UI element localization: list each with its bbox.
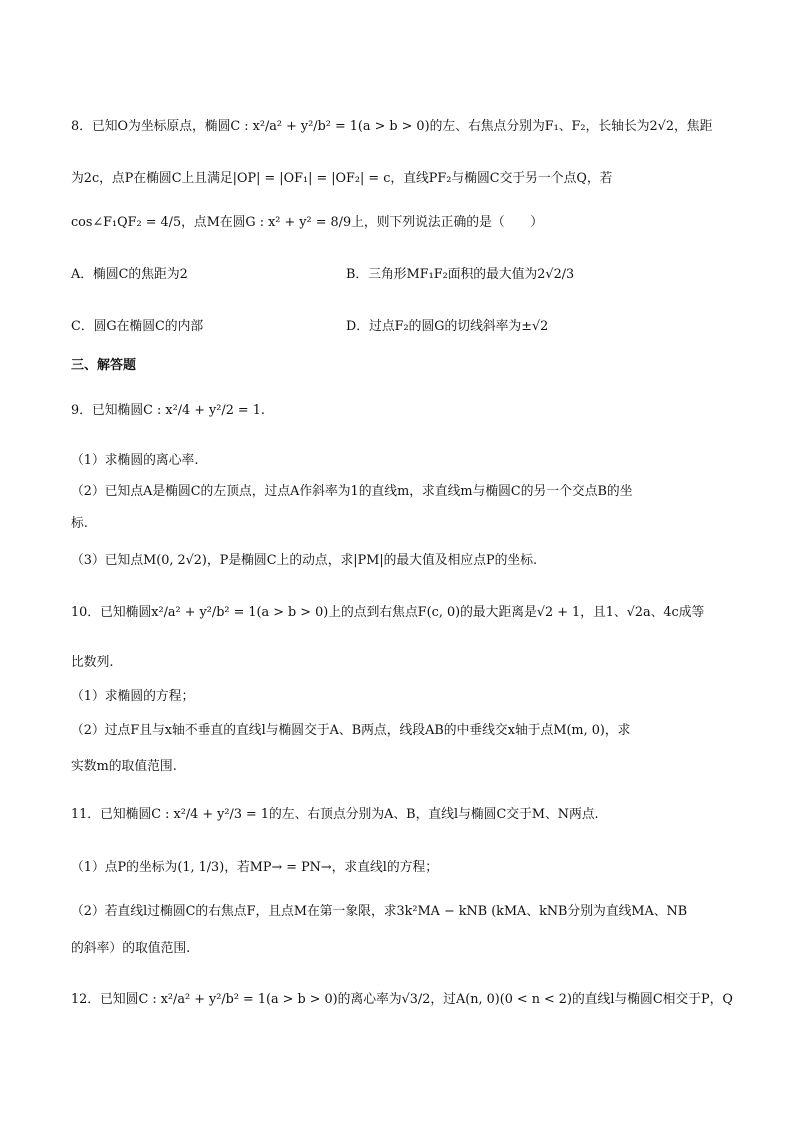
section-heading: 三、解答题 — [71, 358, 137, 373]
q11-part-1: （1）点P的坐标为(1, 1/3)，若MP→ = PN→，求直线l的方程； — [71, 860, 439, 875]
q12-line-1: 12．已知圆C : x²/a² + y²/b² = 1(a > b > 0)的离心率为√3/2，过A(n, 0)(0 < n < 2)的直线l与椭圆C相交于P，Q — [71, 992, 733, 1007]
q10-part-2b: 实数m的取值范围. — [71, 759, 177, 774]
q11-line-1: 11．已知椭圆C : x²/4 + y²/3 = 1的左、右顶点分别为A、B，直线l与椭圆C交于M、N两点. — [71, 807, 599, 822]
q9-line-1: 9．已知椭圆C : x²/4 + y²/2 = 1. — [71, 403, 265, 418]
q10-line-2: 比数列. — [71, 655, 114, 670]
q8-line-2: 为2c，点P在椭圆C上且满足|OP| = |OF₁| = |OF₂| = c，直线PF₂与椭圆C交于另一个点Q，若 — [71, 171, 613, 186]
q8-line-1: 8．已知O为坐标原点，椭圆C : x²/a² + y²/b² = 1(a > b > 0)的左、右焦点分别为F₁、F₂，长轴长为2√2，焦距 — [71, 119, 713, 134]
q11-part-2b: 的斜率）的取值范围. — [71, 941, 191, 956]
q10-part-1: （1）求椭圆的方程； — [71, 689, 195, 704]
q8-line-3: cos∠F₁QF₂ = 4/5，点M在圆G : x² + y² = 8/9上，则下列说法正确的是（ ） — [71, 215, 544, 230]
q9-part-1: （1）求椭圆的离心率. — [71, 453, 199, 468]
q8-option-b: B．三角形MF₁F₂面积的最大值为2√2/3 — [346, 267, 575, 282]
q9-part-2b: 标. — [71, 516, 88, 531]
q11-part-2a: （2）若直线l过椭圆C的右焦点F，且点M在第一象限，求3k²MA − kNB (kMA、kNB分别为直线MA、NB — [71, 904, 688, 919]
q9-part-2a: （2）已知点A是椭圆C的左顶点，过点A作斜率为1的直线m，求直线m与椭圆C的另一个交点B的坐 — [71, 484, 633, 499]
q10-part-2a: （2）过点F且与x轴不垂直的直线l与椭圆交于A、B两点，线段AB的中垂线交x轴于点M(m, 0)，求 — [71, 723, 631, 738]
q9-part-3: （3）已知点M(0, 2√2)，P是椭圆C上的动点，求|PM|的最大值及相应点P的坐标. — [71, 553, 538, 568]
q8-option-d: D．过点F₂的圆G的切线斜率为±√2 — [346, 319, 549, 334]
q8-option-a: A．椭圆C的焦距为2 — [71, 267, 188, 282]
q10-line-1: 10．已知椭圆x²/a² + y²/b² = 1(a > b > 0)上的点到右焦点F(c, 0)的最大距离是√2 + 1，且1、√2a、4c成等 — [71, 605, 705, 620]
q8-option-c: C．圆G在椭圆C的内部 — [71, 319, 204, 334]
